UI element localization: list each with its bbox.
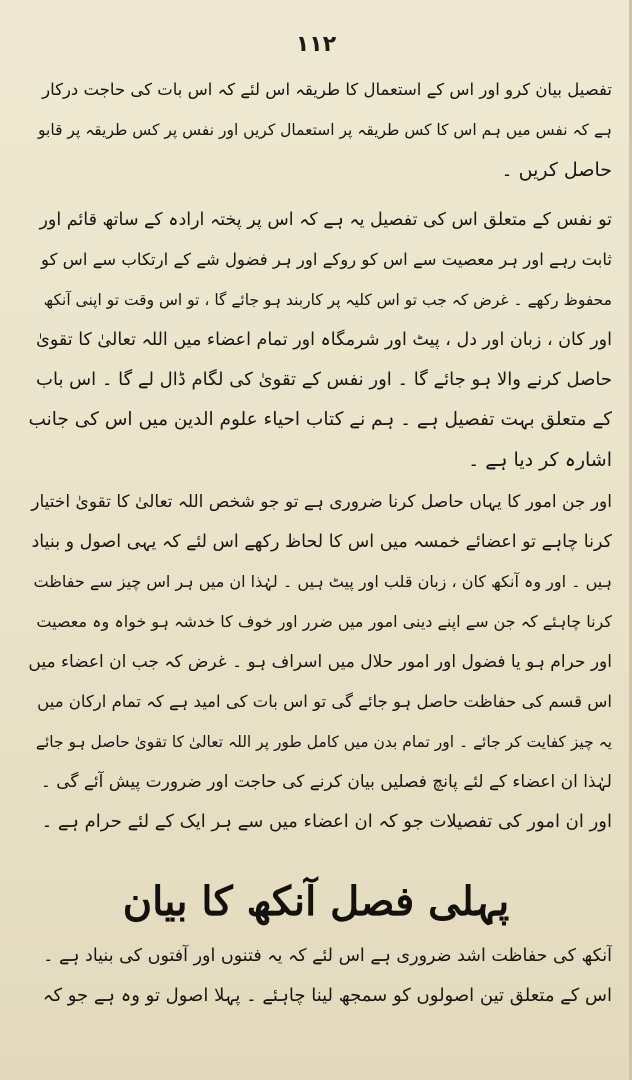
text-line: کے متعلق بہت تفصیل ہے ۔ ہم نے کتاب احیاء علوم الدین میں اس کی جانب [28, 409, 612, 430]
paragraph-3 [28, 482, 612, 842]
text-line: حاصل کرنے والا ہو جائے گا ۔ اور نفس کے تقویٰ کی لگام ڈال لے گا ۔ اس باب [36, 369, 612, 390]
text-line: تو نفس کے متعلق اس کی تفصیل یہ ہے کہ اس پر پختہ ارادہ کے ساتھ قائم اور [39, 210, 612, 230]
chapter-paragraph [28, 936, 612, 1016]
paragraph-2 [28, 200, 612, 480]
text-line: آنکھ کی حفاظت اشد ضروری ہے اس لئے کہ یہ فتنوں اور آفتوں کی بنیاد ہے ۔ [43, 946, 612, 966]
text-line: محفوظ رکھے ۔ غرض کہ جب تو اس کلیہ پر کاربند ہو جائے گا ، تو اس وقت تو اپنی آنکھ [43, 291, 612, 309]
text-line: کرنا چاہئے کہ جن سے اپنے دینی امور میں ضرر اور خوف کا خدشہ ہو خواہ وہ معصیت [36, 612, 612, 631]
text-line: حاصل کریں ۔ [501, 159, 612, 181]
text-line: ہے کہ نفس میں ہم اس کا کس طریقہ پر استعمال کریں اور نفس پر کس طریقہ پر قابو [38, 121, 612, 139]
text-line: یہ چیز کفایت کر جائے ۔ اور تمام بدن میں کامل طور پر اللہ تعالیٰ کا تقویٰ حاصل ہو جائے [35, 733, 612, 751]
text-line: تفصیل بیان کرو اور اس کے استعمال کا طریقہ اس لئے کہ اس بات کی حاجت درکار [42, 80, 612, 99]
text-line: لہٰذا ان اعضاء کے لئے پانچ فصلیں بیان کرنے کی حاجت اور ضرورت پیش آئے گی ۔ [40, 772, 612, 792]
text-line: اس قسم کی حفاظت حاصل ہو جائے گی تو اس بات کی امید ہے کہ تمام ارکان میں [37, 692, 612, 711]
text-line: اور کان ، زبان اور دل ، پیٹ اور شرمگاہ اور تمام اعضاء میں اللہ تعالیٰ کا تقویٰ [36, 330, 612, 350]
text-line: اور جن امور کا یہاں حاصل کرنا ضروری ہے تو جو شخص اللہ تعالیٰ کا تقویٰ اختیار [31, 492, 612, 512]
text-line: اس کے متعلق تین اصولوں کو سمجھ لینا چاہئے ۔ پہلا اصول تو وہ ہے جو کہ [42, 985, 612, 1006]
text-line: اور حرام ہو یا فضول اور امور حلال میں اسراف ہو ۔ غرض کہ جب ان اعضاء میں [28, 652, 612, 672]
chapter-title: پہلی فصل آنکھ کا بیان [122, 878, 510, 925]
paragraph-1 [28, 70, 612, 190]
text-line: اور ان امور کی تفصیلات جو کہ ان اعضاء میں سے ہر ایک کے لئے حرام ہے ۔ [41, 811, 612, 832]
page-number: ۱۱۲ [295, 32, 337, 57]
text-line: کرنا چاہے تو اعضائے خمسہ میں اس کا لحاظ رکھے اس لئے کہ یہی اصول و بنیاد [31, 532, 612, 552]
text-line: ثابت رہے اور ہر معصیت سے اس کو روکے اور ہر فضول شے کے ارتکاب سے اس کو [41, 250, 612, 269]
text-line: اشارہ کر دیا ہے ۔ [468, 449, 612, 471]
text-line: ہیں ۔ اور وہ آنکھ کان ، زبان قلب اور پیٹ ہیں ۔ لہٰذا ان میں ہر اس چیز سے حفاظت [33, 572, 612, 591]
